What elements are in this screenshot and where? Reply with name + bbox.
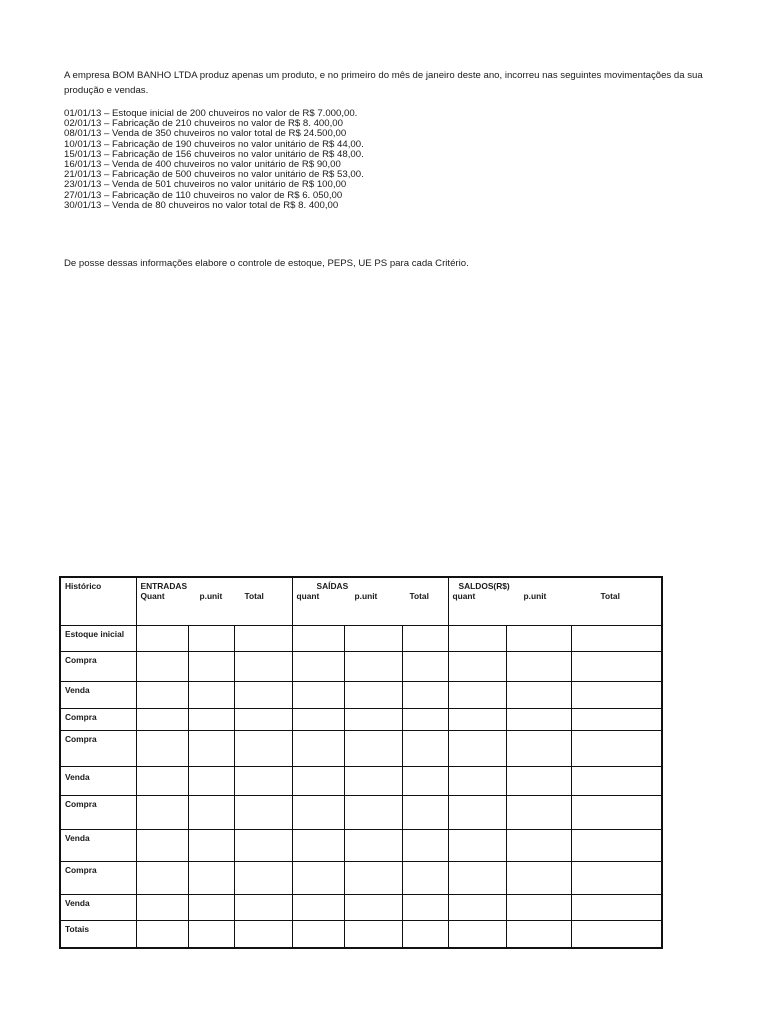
entradas-title: ENTRADAS bbox=[140, 581, 188, 591]
instruction-paragraph: De posse dessas informações elabore o controle de estoque, PEPS, UE PS para cada Critério. bbox=[64, 258, 469, 269]
movement-line: 21/01/13 – Fabricação de 500 chuveiros no valor unitário de R$ 53,00. bbox=[64, 169, 364, 181]
movement-line: 27/01/13 – Fabricação de 110 chuveiros no valor de R$ 6. 050,00 bbox=[64, 189, 343, 201]
movement-line: 15/01/13 – Fabricação de 156 chuveiros no valor unitário de R$ 48,00. bbox=[64, 148, 364, 160]
table-row bbox=[60, 920, 662, 948]
table-row bbox=[60, 708, 662, 730]
table-row bbox=[60, 730, 662, 766]
intro-paragraph: A empresa BOM BANHO LTDA produz apenas um produto, e no primeiro do mês de janeiro deste ano, incorreu nas seguintes movimentações da sua produção e vendas. bbox=[64, 70, 703, 96]
movement-line: 01/01/13 – Estoque inicial de 200 chuveiros no valor de R$ 7.000,00. bbox=[64, 108, 358, 119]
table-row bbox=[60, 625, 662, 651]
row-label: Venda bbox=[60, 681, 136, 708]
row-label: Compra bbox=[60, 795, 136, 829]
row-label: Totais bbox=[60, 920, 136, 948]
movement-line: 23/01/13 – Venda de 501 chuveiros no valor unitário de R$ 100,00 bbox=[64, 179, 347, 191]
row-label: Venda bbox=[60, 829, 136, 861]
saidas-punit-label: p.unit bbox=[354, 591, 378, 601]
table-row bbox=[60, 861, 662, 894]
table-row bbox=[60, 829, 662, 861]
saldos-total-label: Total bbox=[600, 591, 620, 601]
header-historico: Histórico bbox=[60, 577, 136, 625]
row-label: Compra bbox=[60, 730, 136, 766]
movement-line: 08/01/13 – Venda de 350 chuveiros no valor total de R$ 24.500,00 bbox=[64, 128, 347, 140]
table-row bbox=[60, 651, 662, 681]
movement-line: 02/01/13 – Fabricação de 210 chuveiros no valor de R$ 8. 400,00 bbox=[64, 118, 343, 130]
row-label: Compra bbox=[60, 861, 136, 894]
table-row bbox=[60, 681, 662, 708]
saldos-quant-label: quant bbox=[452, 591, 476, 601]
row-label: Venda bbox=[60, 894, 136, 920]
saldos-title: SALDOS(R$) bbox=[458, 581, 510, 591]
movement-line: 10/01/13 – Fabricação de 190 chuveiros no valor unitário de R$ 44,00. bbox=[64, 138, 364, 150]
stock-control-table bbox=[59, 576, 663, 949]
movement-line: 30/01/13 – Venda de 80 chuveiros no valor total de R$ 8. 400,00 bbox=[64, 199, 339, 211]
table-row bbox=[60, 766, 662, 795]
table-header-row bbox=[60, 577, 662, 625]
row-label: Venda bbox=[60, 766, 136, 795]
movement-line: 16/01/13 – Venda de 400 chuveiros no valor unitário de R$ 90,00 bbox=[64, 159, 341, 171]
entradas-punit-label: p.unit bbox=[199, 591, 223, 601]
entradas-total-label: Total bbox=[244, 591, 264, 601]
saidas-title: SAÍDAS bbox=[316, 581, 349, 591]
row-label: Estoque inicial bbox=[60, 625, 136, 651]
movements-list bbox=[64, 109, 704, 211]
saidas-total-label: Total bbox=[409, 591, 429, 601]
table-row bbox=[60, 795, 662, 829]
row-label: Compra bbox=[60, 708, 136, 730]
saldos-punit-label: p.unit bbox=[523, 591, 547, 601]
saidas-quant-label: quant bbox=[296, 591, 320, 601]
header-saldos bbox=[448, 577, 662, 625]
entradas-quant-label: Quant bbox=[140, 591, 165, 601]
header-saidas bbox=[292, 577, 448, 625]
header-entradas bbox=[136, 577, 292, 625]
row-label: Compra bbox=[60, 651, 136, 681]
table-row bbox=[60, 894, 662, 920]
